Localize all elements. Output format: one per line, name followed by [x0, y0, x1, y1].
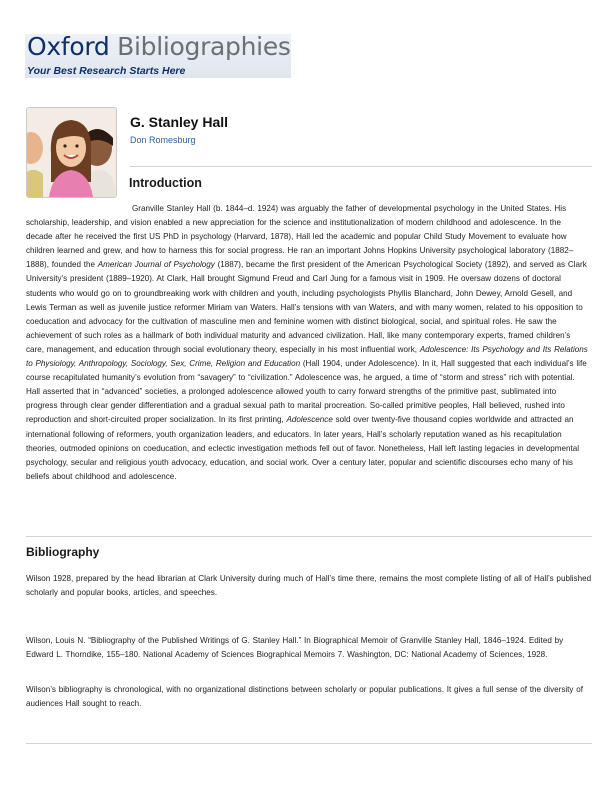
citation-annotation: Wilson’s bibliography is chronological, with no organizational distinctions between scholarly or popular publications. It gives a full sense of the diversity of audiences Hall sought to reach.	[26, 685, 583, 709]
intro-text-run: sold over twenty-five thousand copies worldwide and attracted an international following of reformers, youth organization leaders, and educators. In later years, Hall’s scholarly reputation waned as his recapitulation theories, outmoded opinions on coeducation, and eclectic investigation methods fell out of favor. Nonetheless, Hall left lasting legacies in developmental psychology, secular and religious youth advocacy, education, and social work. Over a century later, popular and scientific discourses echo many of his beliefs about childhood and adolescence.	[26, 415, 580, 481]
bibliography-summary: Wilson 1928, prepared by the head librarian at Clark University during much of Hall’s time there, remains the most complete listing of all of Hall’s published scholarly and popular books, articles, and speeches.	[26, 574, 592, 598]
intro-text-run: (1887), became the first president of the American Psychological Society (1892), and served as Clark University’s president (1889–1920). At Clark, Hall brought Sigmund Freud and Carl Jung for a famous visit in 1909. He oversaw dozens of doctoral students who would go on to groundbreaking work with children and youth, including psychologists Phyllis Blanchard, John Dewey, Arnold Gesell, and Lewis Terman as well as juvenile justice reformer Miriam van Waters. Hall’s tensions with van Waters, and with many women, related to his opposition to coeducation and advocacy for the cultivation of masculine men and feminine women with distinct biological, social, and spiritual roles. He saw the achievement of such roles as a hallmark of both individual maturity and advanced civilization. Hall, like many contemporary experts, framed children’s care, management, and education through social evolutionary theory, especially in his most influential work,	[26, 260, 587, 354]
logo-word-bibliographies: Bibliographies	[117, 32, 291, 61]
logo-tagline: Your Best Research Starts Here	[27, 65, 186, 77]
article-title: G. Stanley Hall	[130, 114, 229, 130]
logo-wordmark	[27, 32, 291, 61]
children-photo-icon	[27, 108, 116, 197]
divider	[26, 743, 592, 744]
intro-italic-title: Adolescence	[286, 415, 333, 425]
intro-text-run: (Hall 1904, under Adolescence). In it, Hall suggested that each individual’s life course recapitulated humanity’s evolution from “savagery” to “civilization.” Adolescence was, he argued, a time of “storm and stress” rich with potential. Hall asserted that in “advanced” societies, a prolonged adolescence allowed youth to carry forward strengths of the primitive past, sublimated into progress through clear gender differentiation and a gradual sexual path to marital procreation. So-called primitive peoples, Hall believed, rushed into reproduction and short-circuited proper socialization. In its first printing,	[26, 359, 587, 425]
divider	[130, 166, 592, 167]
intro-italic-title: American Journal of Psychology	[97, 260, 215, 270]
oxford-bibliographies-logo[interactable]	[25, 34, 291, 78]
introduction-paragraph	[26, 202, 588, 484]
bibliography-heading: Bibliography	[26, 545, 100, 559]
intro-text-run: Granville Stanley Hall (b. 1844–d. 1924) was arguably the father of developmental psychology in the United States. His scholarship, leadership, and vision enabled a new appreciation for the science and institutionalization of modern childhood and adolescence. In the decade after he received the first US PhD in psychology (Harvard, 1878), Hall led the academic and popular Child Study Movement to evaluate how children learned and grew, and how to harness this for social progress. He ran an important Johns Hopkins University psychological laboratory (1882–1888), founded the	[26, 204, 574, 270]
author-link[interactable]: Don Romesburg	[130, 135, 196, 145]
article-thumbnail-image	[26, 107, 117, 198]
introduction-heading: Introduction	[129, 176, 202, 190]
citation-entry: Wilson, Louis N. “Bibliography of the Published Writings of G. Stanley Hall.” In Biographical Memoir of Granville Stanley Hall, 1846–1924. Edited by Edward L. Thorndike, 155–180. National Academy of Sciences Biographical Memoirs 7. Washington, DC: National Academy of Sciences, 1928.	[26, 636, 564, 660]
intro-italic-title: Adolescence: Its Psychology and Its Relations to Physiology, Anthropology, Sociology, Sex, Crime, Religion and Education	[26, 344, 588, 369]
logo-word-oxford: Oxford	[27, 32, 110, 61]
divider	[26, 536, 592, 537]
